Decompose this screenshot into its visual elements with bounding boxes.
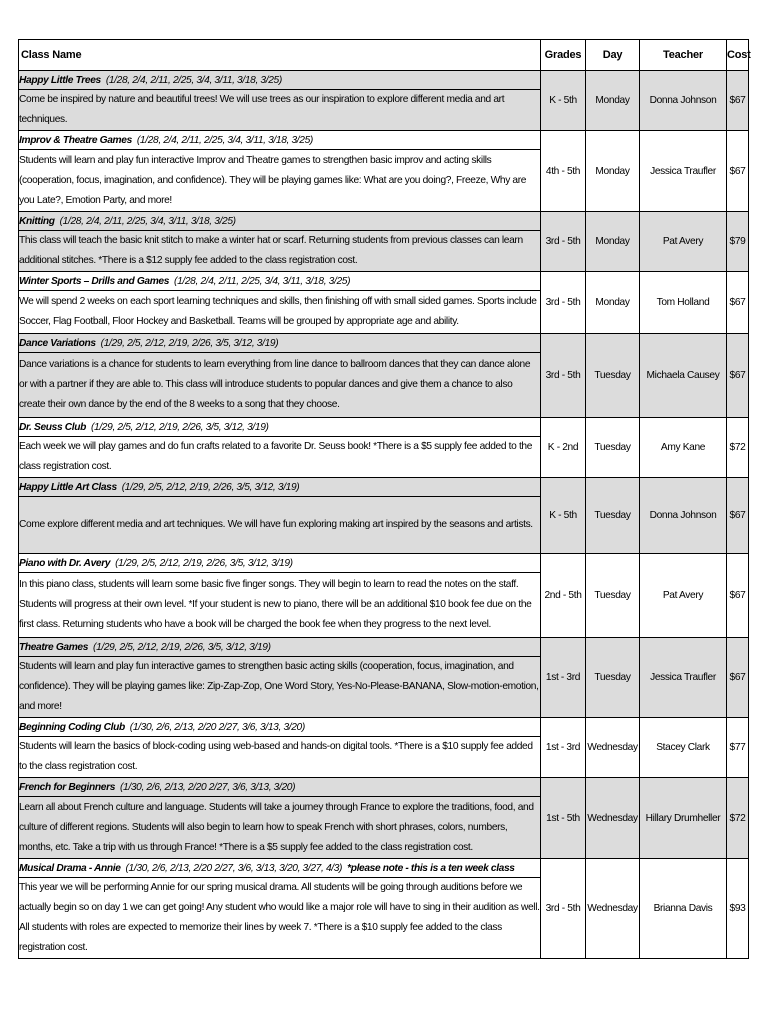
class-cost: $67 — [727, 638, 749, 718]
class-grades: 3rd - 5th — [541, 334, 586, 418]
class-grades: 1st - 3rd — [541, 638, 586, 718]
class-title-row — [19, 718, 749, 737]
class-teacher: Pat Avery — [640, 212, 727, 272]
class-teacher: Brianna Davis — [640, 859, 727, 959]
class-description: Each week we will play games and do fun crafts related to a favorite Dr. Seuss book! *There is a $5 supply fee added to the class registration cost. — [19, 437, 541, 478]
class-title-row — [19, 554, 749, 573]
class-name: Piano with Dr. Avery — [19, 557, 111, 569]
class-day: Tuesday — [586, 334, 640, 418]
class-dates: (1/29, 2/5, 2/12, 2/19, 2/26, 3/5, 3/12, 3/19) — [100, 337, 279, 349]
class-description: This year we will be performing Annie for our spring musical drama. All students will be going through auditions before we actually begin so on day 1 we can get going! Any student who would like a major role will have to sing in their audition as well. All students with roles are expected to memorize their lines by week 7. *There is a $10 supply fee added to the class registration cost. — [19, 878, 541, 959]
class-day: Tuesday — [586, 478, 640, 554]
class-dates: (1/29, 2/5, 2/12, 2/19, 2/26, 3/5, 3/12, 3/19) — [115, 557, 293, 569]
class-name: Happy Little Trees — [19, 74, 101, 86]
class-name: Dr. Seuss Club — [19, 421, 86, 433]
class-title-row — [19, 131, 749, 150]
class-title-cell — [19, 272, 541, 291]
class-note: *please note - this is a ten week class — [347, 862, 515, 874]
class-dates: (1/29, 2/5, 2/12, 2/19, 2/26, 3/5, 3/12, 3/19) — [90, 421, 269, 433]
class-cost: $67 — [727, 334, 749, 418]
class-dates: (1/30, 2/6, 2/13, 2/20 2/27, 3/6, 3/13, 3/20) — [129, 721, 305, 733]
class-schedule-table — [18, 39, 749, 959]
class-title-cell — [19, 718, 541, 737]
class-cost: $67 — [727, 131, 749, 212]
class-dates: (1/29, 2/5, 2/12, 2/19, 2/26, 3/5, 3/12, 3/19) — [93, 641, 271, 653]
class-rows — [19, 71, 749, 959]
class-name: Beginning Coding Club — [19, 721, 125, 733]
class-title-cell — [19, 71, 541, 90]
class-grades: 1st - 3rd — [541, 718, 586, 778]
class-day: Monday — [586, 71, 640, 131]
header-class-name: Class Name — [19, 40, 541, 71]
class-day: Wednesday — [586, 859, 640, 959]
class-title-row — [19, 418, 749, 437]
class-cost: $67 — [727, 272, 749, 334]
class-grades: 3rd - 5th — [541, 212, 586, 272]
class-teacher: Jessica Traufler — [640, 638, 727, 718]
class-cost: $72 — [727, 418, 749, 478]
class-cost: $79 — [727, 212, 749, 272]
class-teacher: Tom Holland — [640, 272, 727, 334]
class-dates: (1/28, 2/4, 2/11, 2/25, 3/4, 3/11, 3/18, 3/25) — [136, 134, 313, 146]
header-grades: Grades — [541, 40, 586, 71]
class-title-cell — [19, 859, 541, 878]
class-teacher: Amy Kane — [640, 418, 727, 478]
class-teacher: Donna Johnson — [640, 478, 727, 554]
class-title-cell — [19, 418, 541, 437]
class-teacher: Donna Johnson — [640, 71, 727, 131]
class-day: Wednesday — [586, 718, 640, 778]
class-cost: $93 — [727, 859, 749, 959]
class-cost: $67 — [727, 554, 749, 638]
class-title-cell — [19, 131, 541, 150]
class-dates: (1/28, 2/4, 2/11, 2/25, 3/4, 3/11, 3/18, 3/25) — [59, 215, 236, 227]
class-dates: (1/30, 2/6, 2/13, 2/20 2/27, 3/6, 3/13, 3/20, 3/27, 4/3) — [125, 862, 343, 874]
class-teacher: Michaela Causey — [640, 334, 727, 418]
class-grades: 4th - 5th — [541, 131, 586, 212]
class-grades: 2nd - 5th — [541, 554, 586, 638]
header-teacher: Teacher — [640, 40, 727, 71]
class-description: Students will learn and play fun interactive games to strengthen basic acting skills (cooperation, focus, imagination, and confidence). They will be playing games like: Zip-Zap-Zop, One Word Story, Yes-No-Please-BANANA, Slow-motion-emotion, and more! — [19, 657, 541, 718]
class-title-cell — [19, 334, 541, 353]
class-name: Improv & Theatre Games — [19, 134, 132, 146]
class-day: Monday — [586, 272, 640, 334]
class-teacher: Jessica Traufler — [640, 131, 727, 212]
class-grades: 3rd - 5th — [541, 272, 586, 334]
class-teacher: Stacey Clark — [640, 718, 727, 778]
class-name: Musical Drama - Annie — [19, 862, 121, 874]
class-title-row — [19, 334, 749, 353]
class-day: Monday — [586, 131, 640, 212]
class-description: Dance variations is a chance for students to learn everything from line dance to ballroom dances that they can dance alone or with a partner if they are able to. This class will introduce students to popular dances and give them a chance to also create their own dance by the end of the 8 weeks to a song that they choose. — [19, 353, 541, 418]
class-dates: (1/30, 2/6, 2/13, 2/20 2/27, 3/6, 3/13, 3/20) — [120, 781, 296, 793]
class-name: Knitting — [19, 215, 55, 227]
class-title-cell — [19, 478, 541, 497]
header-row — [19, 40, 749, 71]
header-cost: Cost — [727, 40, 749, 71]
class-title-cell — [19, 638, 541, 657]
class-cost: $72 — [727, 778, 749, 859]
class-description: Students will learn and play fun interactive Improv and Theatre games to strengthen basic improv and acting skills (cooperation, focus, imagination, and confidence). They will be playing games like: What are you doing?, Freeze, Why are you Late?, Emotion Party, and more! — [19, 150, 541, 212]
class-cost: $77 — [727, 718, 749, 778]
class-title-row — [19, 478, 749, 497]
class-title-row — [19, 859, 749, 878]
class-name: Dance Variations — [19, 337, 96, 349]
class-description: This class will teach the basic knit stitch to make a winter hat or scarf. Returning students from previous classes can learn additional stitches. *There is a $12 supply fee added to the class registration cost. — [19, 231, 541, 272]
class-title-row — [19, 212, 749, 231]
class-description: Students will learn the basics of block-coding using web-based and hands-on digital tools. *There is a $10 supply fee added to the class registration cost. — [19, 737, 541, 778]
class-teacher: Pat Avery — [640, 554, 727, 638]
class-title-cell — [19, 212, 541, 231]
class-title-cell — [19, 778, 541, 797]
class-grades: 1st - 5th — [541, 778, 586, 859]
class-name: Winter Sports – Drills and Games — [19, 275, 170, 287]
class-title-row — [19, 638, 749, 657]
class-name: French for Beginners — [19, 781, 116, 793]
class-description: In this piano class, students will learn some basic five finger songs. They will begin to learn to read the notes on the staff. Students will progress at their own level. *If your student is new to piano, there will be an additional $10 book fee due on the first class. Returning students who have a book will be charged the book fee when they progress to the next level. — [19, 573, 541, 638]
class-day: Tuesday — [586, 638, 640, 718]
class-description: Learn all about French culture and language. Students will take a journey through France to explore the traditions, food, and culture of different regions. Students will also begin to learn how to speak French with short phrases, colors, numbers, months, etc. Take a trip with us through France! *There is a $5 supply fee added to the class registration cost. — [19, 797, 541, 859]
header-day: Day — [586, 40, 640, 71]
class-description: Come explore different media and art techniques. We will have fun exploring making art inspired by the seasons and artists. — [19, 497, 541, 554]
class-day: Wednesday — [586, 778, 640, 859]
class-cost: $67 — [727, 71, 749, 131]
class-grades: K - 5th — [541, 478, 586, 554]
class-teacher: Hillary Drumheller — [640, 778, 727, 859]
class-name: Theatre Games — [19, 641, 89, 653]
class-title-cell — [19, 554, 541, 573]
class-name: Happy Little Art Class — [19, 481, 117, 493]
class-day: Monday — [586, 212, 640, 272]
class-dates: (1/29, 2/5, 2/12, 2/19, 2/26, 3/5, 3/12, 3/19) — [121, 481, 300, 493]
class-description: We will spend 2 weeks on each sport learning techniques and skills, then finishing off with small sided games. Sports include Soccer, Flag Football, Floor Hockey and Basketball. Teams will be grouped by appropriate age and ability. — [19, 291, 541, 334]
class-grades: K - 2nd — [541, 418, 586, 478]
class-title-row — [19, 778, 749, 797]
class-description: Come be inspired by nature and beautiful trees! We will use trees as our inspiration to explore different media and art techniques. — [19, 90, 541, 131]
class-dates: (1/28, 2/4, 2/11, 2/25, 3/4, 3/11, 3/18, 3/25) — [174, 275, 351, 287]
class-title-row — [19, 71, 749, 90]
class-grades: K - 5th — [541, 71, 586, 131]
class-cost: $67 — [727, 478, 749, 554]
class-title-row — [19, 272, 749, 291]
class-dates: (1/28, 2/4, 2/11, 2/25, 3/4, 3/11, 3/18, 3/25) — [105, 74, 282, 86]
class-day: Tuesday — [586, 554, 640, 638]
class-grades: 3rd - 5th — [541, 859, 586, 959]
class-day: Tuesday — [586, 418, 640, 478]
